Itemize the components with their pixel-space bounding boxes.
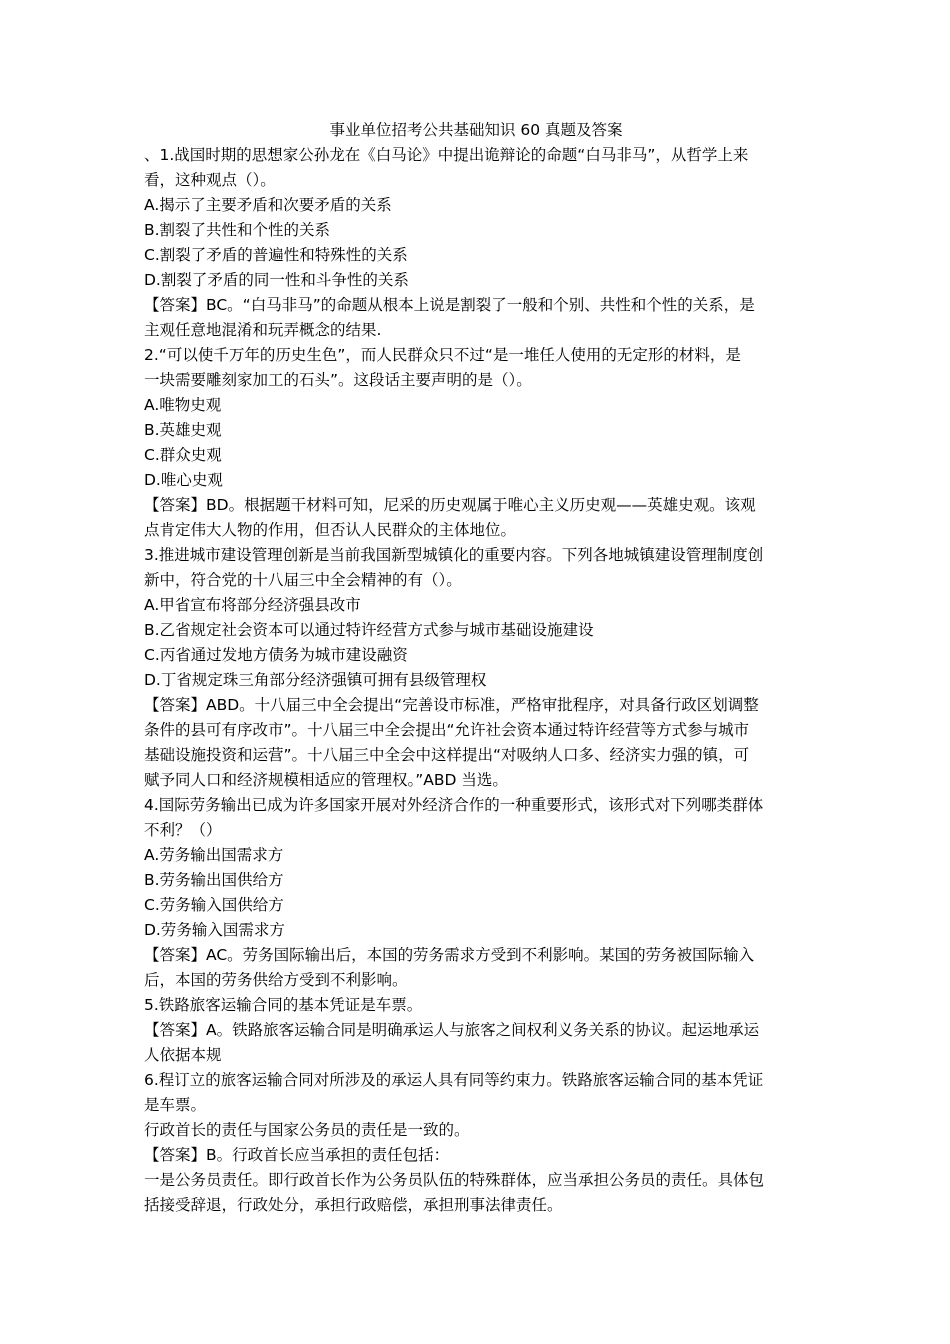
text-line: D.劳务输入国需求方	[144, 921, 285, 939]
text-line: 2.“可以使千万年的历史生色”，而人民群众只不过“是一堆任人使用的无定形的材料，是	[144, 346, 741, 364]
text-line: 一块需要雕刻家加工的石头”。这段话主要声明的是（）。	[144, 371, 532, 389]
text-line: C.丙省通过发地方债务为城市建设融资	[144, 646, 408, 664]
text-line: C.割裂了矛盾的普遍性和特殊性的关系	[144, 246, 408, 264]
text-line: 4.国际劳务输出已成为许多国家开展对外经济合作的一种重要形式，该形式对下列哪类群体	[144, 796, 764, 814]
text-line: B.英雄史观	[144, 421, 222, 439]
text-line: C.劳务输入国供给方	[144, 896, 284, 914]
text-line: B.劳务输出国供给方	[144, 871, 284, 889]
text-line: A.揭示了主要矛盾和次要矛盾的关系	[144, 196, 392, 214]
text-line: 一是公务员责任。即行政首长作为公务员队伍的特殊群体，应当承担公务员的责任。具体包	[144, 1171, 765, 1189]
text-line: 括接受辞退，行政处分，承担行政赔偿，承担刑事法律责任。	[144, 1196, 563, 1214]
text-line: D.丁省规定珠三角部分经济强镇可拥有县级管理权	[144, 671, 487, 689]
text-line: 条件的县可有序改市”。十八届三中全会提出“允许社会资本通过特许经营等方式参与城市	[144, 721, 750, 739]
document-body	[144, 143, 808, 1218]
text-line: 后，本国的劳务供给方受到不利影响。	[144, 971, 408, 989]
text-line: 看，这种观点（）。	[144, 171, 276, 189]
text-line: 不利？（）	[144, 821, 222, 839]
text-line: 点肯定伟大人物的作用，但否认人民群众的主体地位。	[144, 521, 517, 539]
text-line: 【答案】BD。根据题干材料可知，尼采的历史观属于唯心主义历史观——英雄史观。该观	[144, 496, 756, 514]
text-line: 【答案】ABD。十八届三中全会提出“完善设市标准，严格审批程序，对具备行政区划调整	[144, 696, 759, 714]
text-line: A.甲省宣布将部分经济强县改市	[144, 596, 361, 614]
text-line: A.唯物史观	[144, 396, 222, 414]
text-line: 人依据本规	[144, 1046, 222, 1064]
text-line: 赋予同人口和经济规模相适应的管理权。”ABD 当选。	[144, 771, 508, 789]
text-line: 【答案】A。铁路旅客运输合同是明确承运人与旅客之间权利义务关系的协议。起运地承运	[144, 1021, 760, 1039]
text-line: 5.铁路旅客运输合同的基本凭证是车票。	[144, 996, 423, 1014]
text-line: C.群众史观	[144, 446, 222, 464]
document-title: 事业单位招考公共基础知识 60 真题及答案	[329, 121, 623, 139]
text-line: 是车票。	[144, 1096, 207, 1114]
document-page	[144, 118, 808, 1218]
text-line: 3.推进城市建设管理创新是当前我国新型城镇化的重要内容。下列各地城镇建设管理制度创	[144, 546, 764, 564]
text-line: 6.程订立的旅客运输合同对所涉及的承运人具有同等约束力。铁路旅客运输合同的基本凭证	[144, 1071, 764, 1089]
text-line: A.劳务输出国需求方	[144, 846, 284, 864]
text-line: 基础设施投资和运营”。十八届三中全会中这样提出“对吸纳人口多、经济实力强的镇，可	[144, 746, 750, 764]
text-line: 新中，符合党的十八届三中全会精神的有（）。	[144, 571, 462, 589]
text-line: D.割裂了矛盾的同一性和斗争性的关系	[144, 271, 409, 289]
text-line: D.唯心史观	[144, 471, 223, 489]
text-line: 【答案】AC。劳务国际输出后，本国的劳务需求方受到不利影响。某国的劳务被国际输入	[144, 946, 755, 964]
text-line: 主观任意地混淆和玩弄概念的结果.	[144, 321, 382, 339]
text-line: 行政首长的责任与国家公务员的责任是一致的。	[144, 1121, 470, 1139]
text-line: B.乙省规定社会资本可以通过特许经营方式参与城市基础设施建设	[144, 621, 594, 639]
text-line: 【答案】BC。“白马非马”的命题从根本上说是割裂了一般和个别、共性和个性的关系，是	[144, 296, 755, 314]
text-line: B.割裂了共性和个性的关系	[144, 221, 331, 239]
text-line: 【答案】B。行政首长应当承担的责任包括：	[144, 1146, 450, 1164]
text-line: 、1.战国时期的思想家公孙龙在《白马论》中提出诡辩论的命题“白马非马”，从哲学上来	[144, 146, 749, 164]
